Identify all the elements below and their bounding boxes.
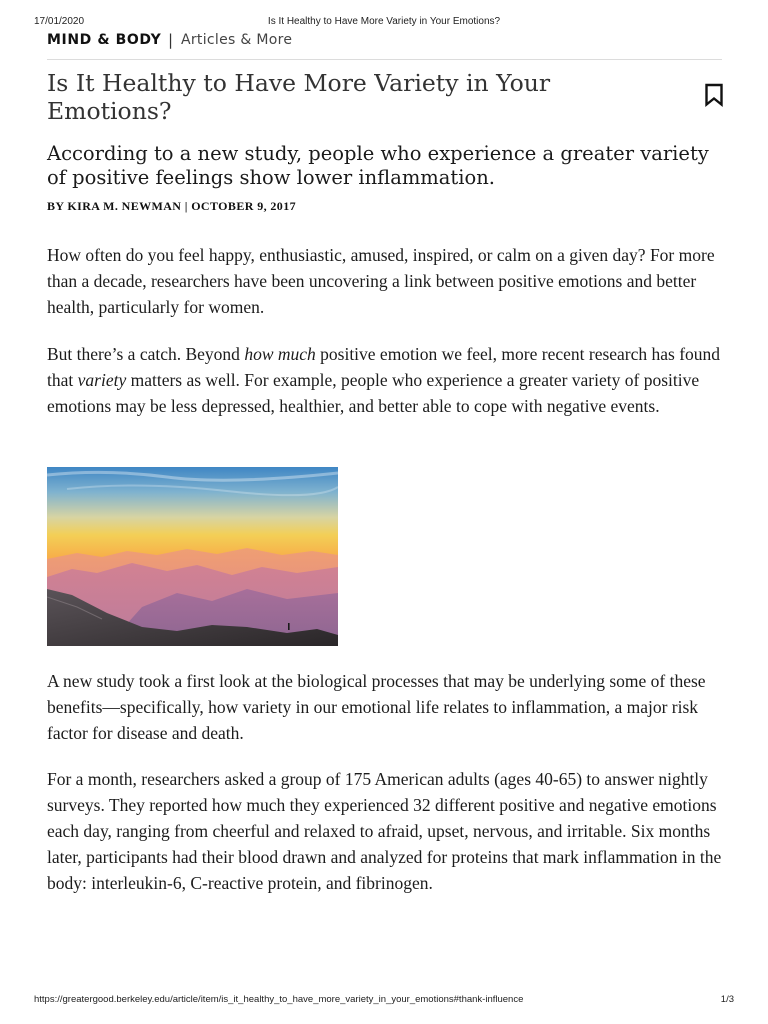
site-section-bar (47, 31, 722, 60)
paragraph-2-text-b: positive emotion we feel, more recent research has found that (47, 344, 721, 390)
paragraph-2-emphasis-variety: variety (77, 370, 127, 390)
print-page-number: 1/3 (720, 994, 734, 1005)
bookmark-icon[interactable] (704, 83, 724, 107)
print-title: Is It Healthy to Have More Variety in Your Emotions? (267, 16, 501, 27)
site-separator: | (168, 31, 174, 49)
site-section-link[interactable]: Articles & More (181, 32, 293, 48)
print-url: https://greatergood.berkeley.edu/article/item/is_it_healthy_to_have_more_variety_in_your_emotions#thank-influence (34, 994, 524, 1005)
article-dek: According to a new study, people who experience a greater variety of positive feelings show lower inflammation. (47, 142, 709, 189)
paragraph-2-text-a: But there’s a catch. Beyond (47, 344, 245, 364)
article-image-mountain-sunrise (47, 467, 338, 646)
site-brand-link[interactable]: MIND & BODY (47, 32, 162, 48)
article-title: Is It Healthy to Have More Variety in Your Emotions? (47, 69, 551, 125)
paragraph-3: A new study took a first look at the biological processes that may be underlying some of these benefits—specifically, how variety in our emotional life relates to inflammation, a major risk factor for disease and death. (47, 671, 706, 743)
print-header (34, 16, 734, 30)
article-byline: BY KIRA M. NEWMAN | OCTOBER 9, 2017 (47, 199, 296, 213)
print-date: 17/01/2020 (34, 16, 85, 27)
paragraph-2-text-c: matters as well. For example, people who experience a greater variety of positive emotions may be less depressed, healthier, and better able to cope with negative events. (47, 370, 700, 416)
print-footer (34, 994, 734, 1008)
paragraph-4: For a month, researchers asked a group of 175 American adults (ages 40-65) to answer nightly surveys. They reported how much they experienced 32 different positive and negative emotions each day, ranging from cheerful and relaxed to afraid, upset, nervous, and irritable. Six months later, participants had their blood drawn and analyzed for proteins that mark inflammation in the body: interleukin-6, C-reactive protein, and fibrinogen. (47, 769, 722, 893)
paragraph-1: How often do you feel happy, enthusiastic, amused, inspired, or calm on a given day? For more than a decade, researchers have been uncovering a link between positive emotions and better health, particularly for women. (47, 245, 715, 317)
paragraph-2-emphasis-how-much: how much (244, 344, 316, 364)
paragraph-2 (47, 341, 727, 419)
